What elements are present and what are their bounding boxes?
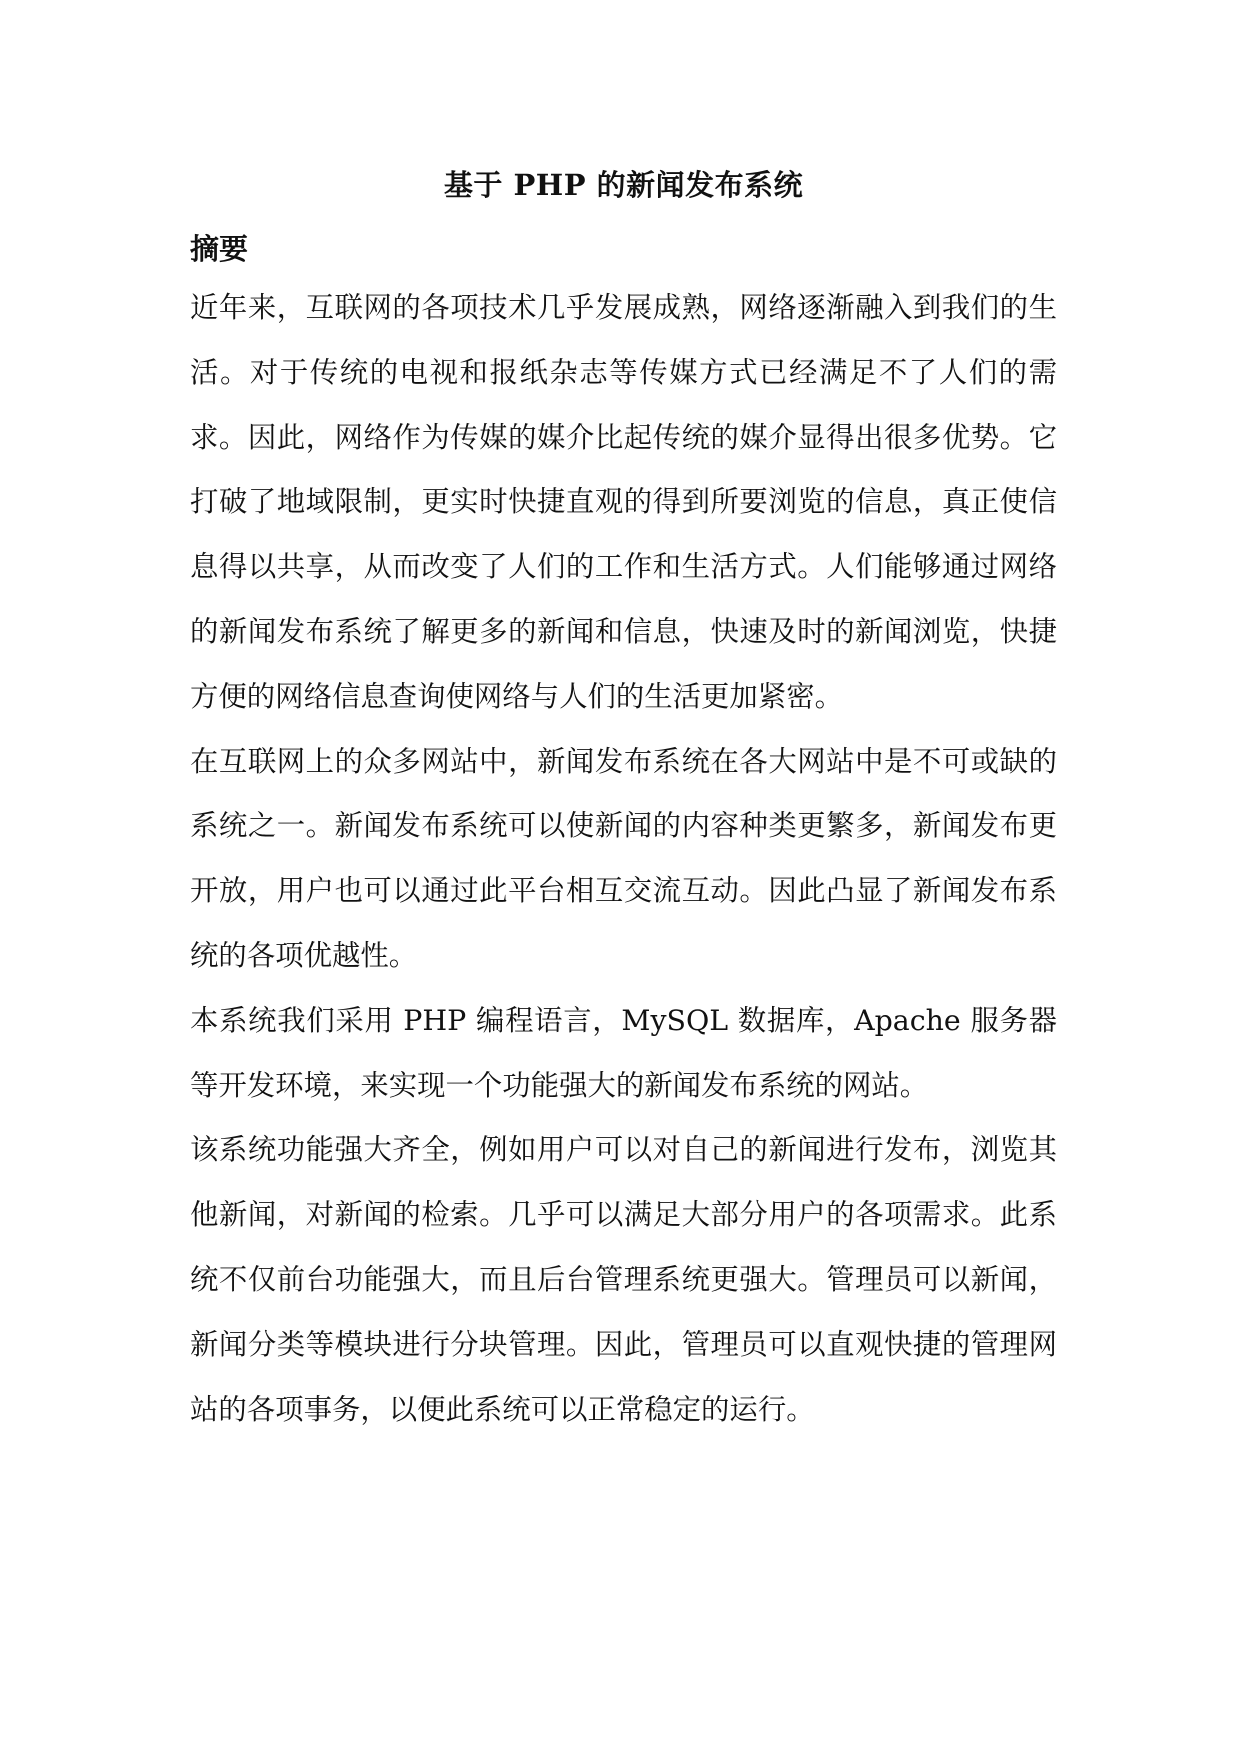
abstract-paragraph-4: 该系统功能强大齐全，例如用户可以对自己的新闻进行发布，浏览其他新闻，对新闻的检索。几乎可以满足大部分用户的各项需求。此系统不仅前台功能强大，而且后台管理系统更强大。管理员可以新闻，新闻分类等模块进行分块管理。因此，管理员可以直观快捷的管理网站的各项事务，以便此系统可以正常稳定的运行。 — [190, 1133, 1057, 1426]
document-body — [190, 158, 1057, 1442]
abstract-heading: 摘要 — [190, 232, 249, 266]
abstract-paragraph-3: 本系统我们采用 PHP 编程语言，MySQL 数据库，Apache 服务器等开发环境，来实现一个功能强大的新闻发布系统的网站。 — [190, 1003, 1057, 1102]
abstract-paragraph-2: 在互联网上的众多网站中，新闻发布系统在各大网站中是不可或缺的系统之一。新闻发布系统可以使新闻的内容种类更繁多，新闻发布更开放，用户也可以通过此平台相互交流互动。因此凸显了新闻发布系统的各项优越性。 — [190, 744, 1057, 972]
document-title: 基于 PHP 的新闻发布系统 — [443, 168, 804, 202]
abstract-paragraph-1: 近年来，互联网的各项技术几乎发展成熟，网络逐渐融入到我们的生活。对于传统的电视和报纸杂志等传媒方式已经满足不了人们的需求。因此，网络作为传媒的媒介比起传统的媒介显得出很多优势。它打破了地域限制，更实时快捷直观的得到所要浏览的信息，真正使信息得以共享，从而改变了人们的工作和生活方式。人们能够通过网络的新闻发布系统了解更多的新闻和信息，快速及时的新闻浏览，快捷方便的网络信息查询使网络与人们的生活更加紧密。 — [190, 291, 1057, 713]
